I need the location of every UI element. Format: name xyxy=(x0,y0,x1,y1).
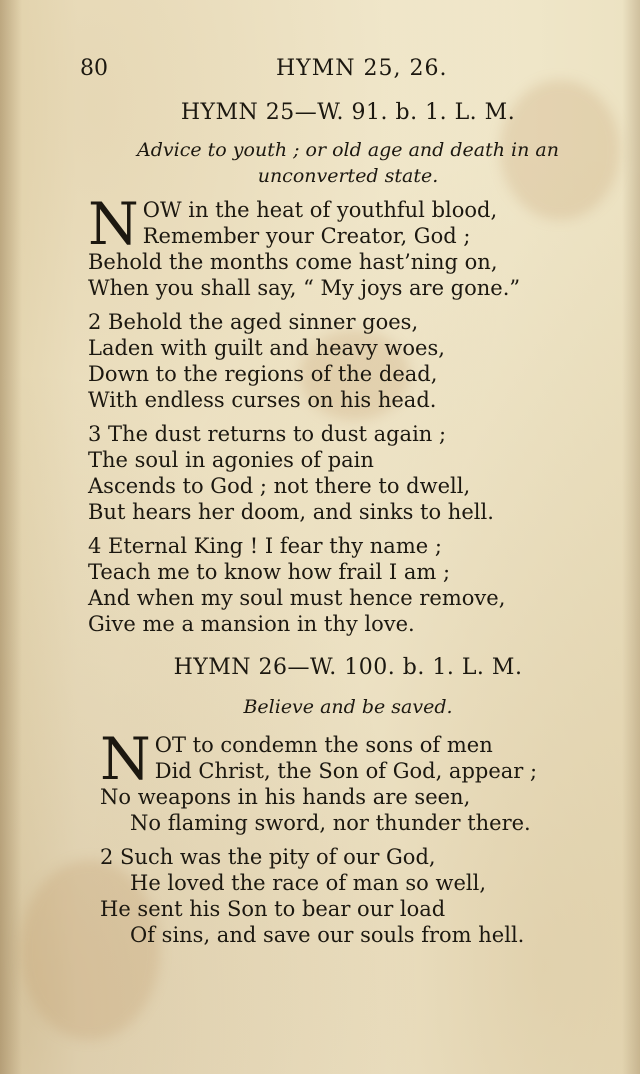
stanza-4 xyxy=(88,533,608,637)
verse-line: 2 Such was the pity of our God, xyxy=(100,845,436,869)
verse-line: But hears her doom, and sinks to hell. xyxy=(88,500,494,524)
hymn-subtitle xyxy=(88,137,608,189)
stanza-2 xyxy=(100,844,608,948)
verse-line: When you shall say, “ My joys are gone.” xyxy=(88,276,521,300)
stanza-1 xyxy=(100,725,608,836)
verse-line: No weapons in his hands are seen, xyxy=(100,785,471,809)
verse-line: 4 Eternal King ! I fear thy name ; xyxy=(88,534,442,558)
hymn-subtitle-line: Advice to youth ; or old age and death in an xyxy=(137,139,559,161)
drop-cap: N xyxy=(88,190,139,258)
verse-line: And when my soul must hence remove, xyxy=(88,586,506,610)
verse-line: Down to the regions of the dead, xyxy=(88,362,438,386)
verse-line: The soul in agonies of pain xyxy=(88,448,374,472)
verse-line: He loved the race of man so well, xyxy=(130,871,487,895)
verse-line: Give me a mansion in thy love. xyxy=(88,612,415,636)
verse-line: 3 The dust returns to dust again ; xyxy=(88,422,447,446)
verse-line: He sent his Son to bear our load xyxy=(100,897,446,921)
verse-line: Laden with guilt and heavy woes, xyxy=(88,336,445,360)
hymn-title: HYMN 25—W. 91. b. 1. L. M. xyxy=(180,100,516,125)
page-number: 80 xyxy=(80,56,108,81)
verse-line: Ascends to God ; not there to dwell, xyxy=(88,474,471,498)
page-edge-shadow-right xyxy=(622,0,640,1074)
hymn-26 xyxy=(88,655,608,948)
verse-line: 2 Behold the aged sinner goes, xyxy=(88,310,419,334)
verse-line: OT to condemn the sons of men xyxy=(154,733,493,757)
verse-line: With endless curses on his head. xyxy=(88,388,437,412)
verse-line: Behold the months come hast’ning on, xyxy=(88,250,498,274)
hymn-subtitle-line: unconverted state. xyxy=(257,165,439,187)
stanza-2 xyxy=(88,309,608,413)
running-title: HYMN 25, 26. xyxy=(276,56,448,81)
hymn-title: HYMN 26—W. 100. b. 1. L. M. xyxy=(173,655,523,680)
stanza-3 xyxy=(88,421,608,525)
verse-line: Of sins, and save our souls from hell. xyxy=(130,923,525,947)
verse-line: Teach me to know how frail I am ; xyxy=(88,560,451,584)
page-edge-shadow-left xyxy=(0,0,22,1074)
hymn-25 xyxy=(88,100,608,637)
stanza-1 xyxy=(88,190,608,301)
verse-line: Remember your Creator, God ; xyxy=(142,224,471,248)
running-head xyxy=(80,56,560,88)
drop-cap: N xyxy=(100,725,151,793)
verse-line: No flaming sword, nor thunder there. xyxy=(130,811,531,835)
verse-line: OW in the heat of youthful blood, xyxy=(142,198,498,222)
verse-line: Did Christ, the Son of God, appear ; xyxy=(154,759,538,783)
page-content xyxy=(88,100,608,956)
hymn-subtitle: Believe and be saved. xyxy=(243,696,453,718)
